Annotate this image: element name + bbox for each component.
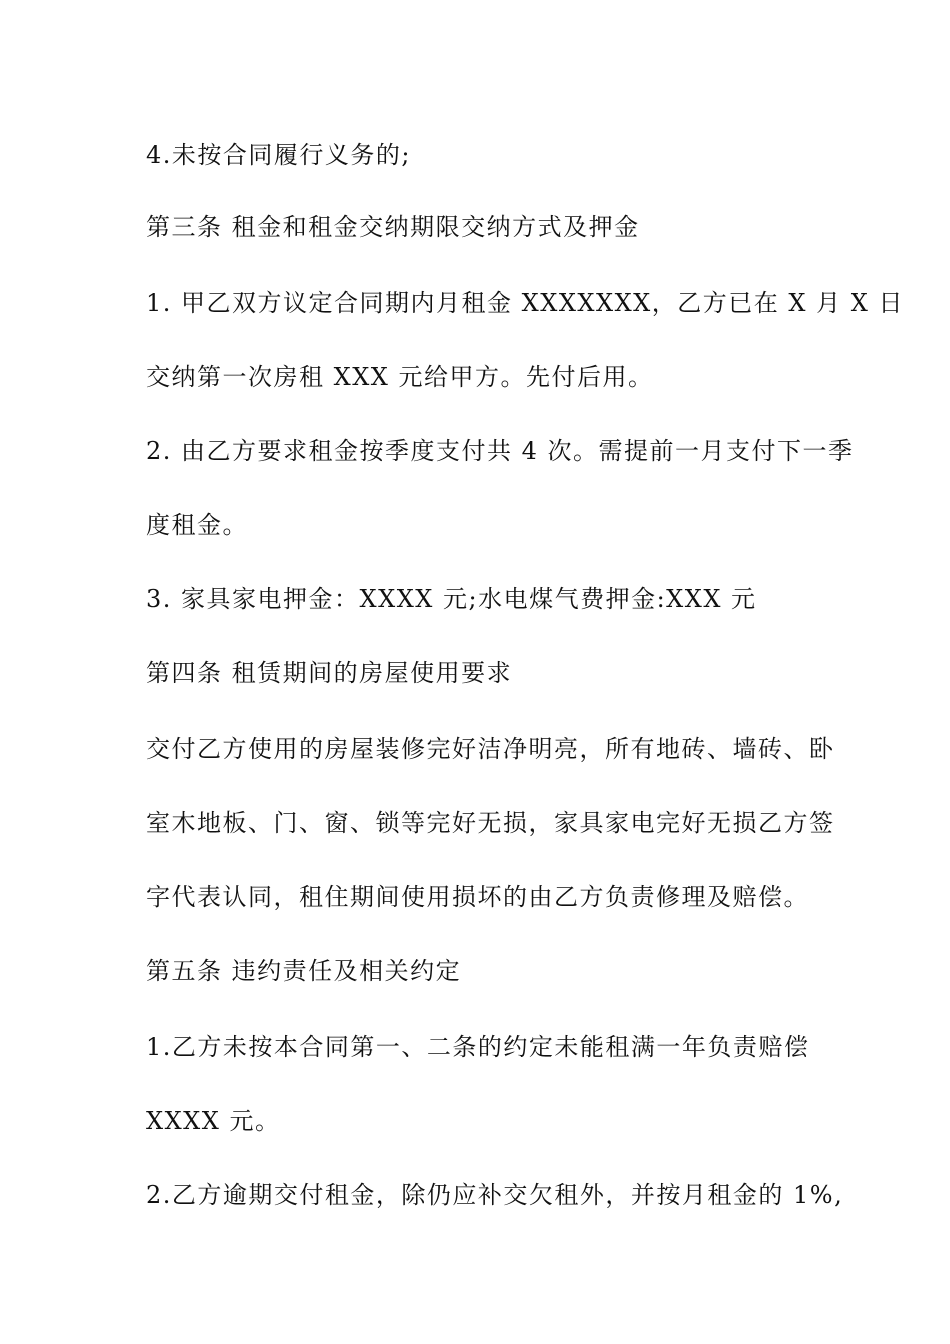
text-line-rent-1b: 交纳第一次房租 XXX 元给甲方。先付后用。 (146, 363, 654, 391)
text-line-rent-2b: 度租金。 (146, 511, 248, 539)
text-line-breach-2a: 2.乙方逾期交付租金，除仍应补交欠租外，并按月租金的 1%, (146, 1181, 844, 1209)
text-line-usage-b: 室木地板、门、窗、锁等完好无损，家具家电完好无损乙方签 (146, 809, 835, 837)
text-line-rent-2a: 2. 由乙方要求租金按季度支付共 4 次。需提前一月支付下一季 (146, 437, 854, 465)
text-line-rent-1a: 1. 甲乙双方议定合同期内月租金 XXXXXXX，乙方已在 X 月 X 日 (146, 289, 904, 317)
text-line-breach-1b: XXXX 元。 (146, 1107, 281, 1135)
section-heading-article-4: 第四条 租赁期间的房屋使用要求 (146, 659, 513, 687)
text-line-usage-a: 交付乙方使用的房屋装修完好洁净明亮，所有地砖、墙砖、卧 (146, 735, 835, 763)
text-line-breach-1a: 1.乙方未按本合同第一、二条的约定未能租满一年负责赔偿 (146, 1033, 810, 1061)
text-line-deposit-3: 3. 家具家电押金：XXXX 元;水电煤气费押金:XXX 元 (146, 585, 757, 613)
text-line-clause-item-4: 4.未按合同履行义务的; (146, 141, 411, 169)
section-heading-article-3: 第三条 租金和租金交纳期限交纳方式及押金 (146, 213, 640, 241)
text-line-usage-c: 字代表认同，租住期间使用损坏的由乙方负责修理及赔偿。 (146, 883, 809, 911)
section-heading-article-5: 第五条 违约责任及相关约定 (146, 957, 462, 985)
